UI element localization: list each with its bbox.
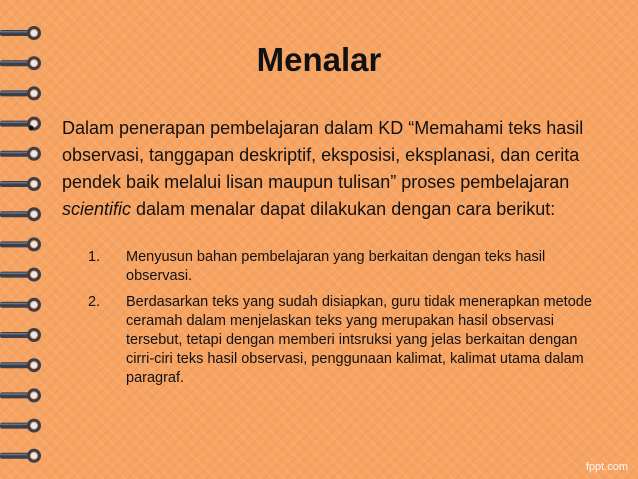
- main-text-emphasis: scientific: [62, 199, 132, 219]
- list-item-text: Menyusun bahan pembelajaran yang berkaitan dengan teks hasil observasi.: [126, 249, 546, 284]
- watermark: fppt.com: [585, 461, 628, 473]
- list-item: [88, 248, 608, 286]
- slide-title: Menalar: [256, 41, 382, 78]
- list-item-number: 2.: [88, 294, 101, 310]
- bullet-dot-icon: •: [28, 118, 35, 138]
- list-item-number: 1.: [88, 249, 101, 265]
- list-item: [88, 293, 608, 388]
- main-text-part-2: dalam menalar dapat dilakukan dengan cara berikut:: [131, 199, 556, 219]
- numbered-list: [88, 248, 608, 395]
- list-item-text: Berdasarkan teks yang sudah disiapkan, guru tidak menerapkan metode ceramah dalam menjelaskan teks yang merupakan hasil observasi tersebut, tetapi dengan memberi intsruksi yang jelas berkaitan dengan cirri-ciri teks hasil observasi, penggunaan kalimat, kalimat utama dalam paragraf.: [126, 294, 592, 386]
- main-bullet-text: [62, 115, 602, 223]
- main-bullet: [28, 115, 600, 223]
- main-text-part-1: Dalam penerapan pembelajaran dalam KD “Memahami teks hasil observasi, tanggapan deskriptif, eksposisi, eksplanasi, dan cerita pendek baik melalui lisan maupun tulisan” proses pembelajaran: [62, 118, 584, 192]
